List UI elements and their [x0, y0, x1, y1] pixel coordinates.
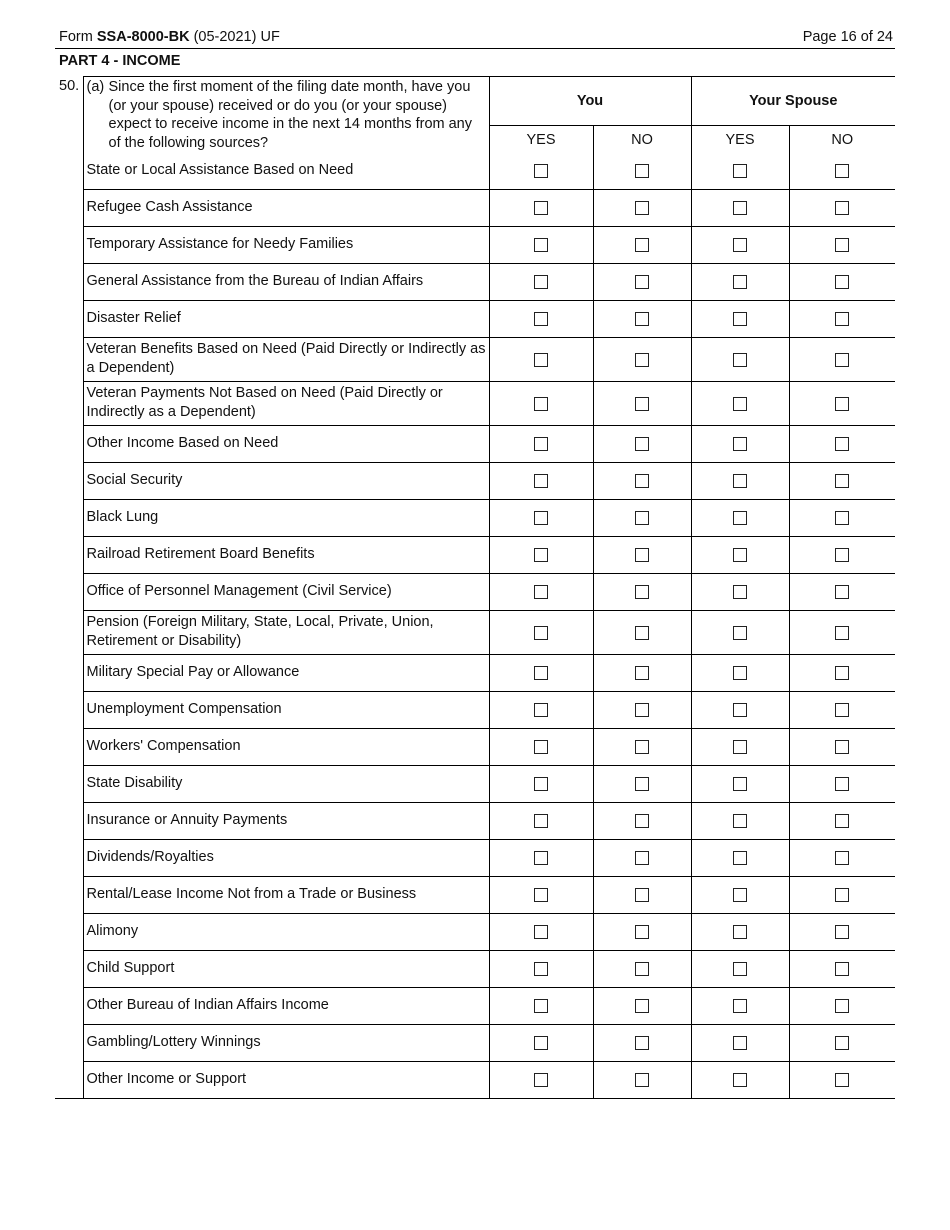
spouse-yes-checkbox-cell [691, 190, 789, 227]
spouse-no-checkbox[interactable] [835, 312, 849, 326]
table-row [55, 382, 895, 426]
you-yes-checkbox-cell [489, 951, 593, 988]
spouse-no-checkbox-cell [789, 264, 895, 301]
spouse-yes-checkbox-cell [691, 426, 789, 463]
spouse-no-checkbox-cell [789, 1025, 895, 1062]
income-source-label: State or Local Assistance Based on Need [83, 153, 489, 190]
income-source-label: Dividends/Royalties [83, 840, 489, 877]
row-spacer [55, 877, 83, 914]
income-source-label: Gambling/Lottery Winnings [83, 1025, 489, 1062]
table-row [55, 655, 895, 692]
you-yes-checkbox-cell [489, 382, 593, 426]
spouse-yes-checkbox[interactable] [733, 312, 747, 326]
you-no-checkbox[interactable] [635, 1036, 649, 1050]
you-yes-checkbox-cell [489, 500, 593, 537]
spouse-no-checkbox[interactable] [835, 1073, 849, 1087]
row-spacer [55, 803, 83, 840]
spouse-no-checkbox[interactable] [835, 851, 849, 865]
you-yes-checkbox[interactable] [534, 626, 548, 640]
you-yes-checkbox-cell [489, 301, 593, 338]
spouse-yes-checkbox[interactable] [733, 962, 747, 976]
spouse-yes-checkbox-cell [691, 1025, 789, 1062]
spouse-no-checkbox[interactable] [835, 962, 849, 976]
spouse-yes-checkbox-cell [691, 301, 789, 338]
spouse-yes-checkbox-cell [691, 692, 789, 729]
you-no-checkbox-cell [593, 1062, 691, 1099]
row-spacer [55, 463, 83, 500]
table-row [55, 426, 895, 463]
you-no-checkbox-cell [593, 153, 691, 190]
you-no-checkbox-cell [593, 537, 691, 574]
you-yes-checkbox-cell [489, 264, 593, 301]
spouse-no-checkbox[interactable] [835, 814, 849, 828]
spouse-yes-checkbox[interactable] [733, 548, 747, 562]
spouse-yes-checkbox[interactable] [733, 814, 747, 828]
spouse-no-checkbox[interactable] [835, 888, 849, 902]
spouse-yes-checkbox-cell [691, 537, 789, 574]
spouse-yes-checkbox-cell [691, 988, 789, 1025]
you-yes-checkbox-cell [489, 840, 593, 877]
you-no-checkbox-cell [593, 463, 691, 500]
you-column-header: You [489, 77, 691, 126]
you-yes-checkbox-cell [489, 537, 593, 574]
you-no-checkbox[interactable] [635, 777, 649, 791]
row-spacer [55, 914, 83, 951]
spouse-no-checkbox[interactable] [835, 238, 849, 252]
row-spacer [55, 227, 83, 264]
you-no-checkbox-cell [593, 301, 691, 338]
row-spacer [55, 190, 83, 227]
you-yes-checkbox-cell [489, 463, 593, 500]
spouse-no-checkbox-cell [789, 301, 895, 338]
you-no-checkbox[interactable] [635, 851, 649, 865]
row-spacer [55, 611, 83, 655]
table-row [55, 1062, 895, 1099]
spouse-no-checkbox[interactable] [835, 703, 849, 717]
you-no-checkbox-cell [593, 988, 691, 1025]
spouse-yes-checkbox[interactable] [733, 397, 747, 411]
part-title: PART 4 - INCOME [59, 53, 181, 69]
question-number-cell [55, 77, 83, 154]
you-no-checkbox[interactable] [635, 548, 649, 562]
you-yes-checkbox[interactable] [534, 548, 548, 562]
you-no-checkbox[interactable] [635, 312, 649, 326]
table-row [55, 190, 895, 227]
table-row [55, 500, 895, 537]
you-yes-checkbox[interactable] [534, 585, 548, 599]
table-row [55, 463, 895, 500]
spouse-yes-checkbox-cell [691, 338, 789, 382]
you-yes-checkbox[interactable] [534, 164, 548, 178]
income-source-label: Railroad Retirement Board Benefits [83, 537, 489, 574]
spouse-yes-checkbox[interactable] [733, 437, 747, 451]
income-source-label: Disaster Relief [83, 301, 489, 338]
spouse-no-checkbox[interactable] [835, 201, 849, 215]
you-yes-checkbox[interactable] [534, 962, 548, 976]
row-spacer [55, 766, 83, 803]
spouse-no-checkbox[interactable] [835, 164, 849, 178]
spouse-no-checkbox-cell [789, 951, 895, 988]
you-no-checkbox[interactable] [635, 1073, 649, 1087]
you-yes-checkbox[interactable] [534, 666, 548, 680]
spouse-column-header: Your Spouse [691, 77, 895, 126]
you-yes-checkbox[interactable] [534, 999, 548, 1013]
you-no-checkbox-cell [593, 803, 691, 840]
you-yes-checkbox-cell [489, 877, 593, 914]
you-yes-checkbox-cell [489, 227, 593, 264]
you-no-checkbox-cell [593, 426, 691, 463]
spouse-yes-checkbox[interactable] [733, 275, 747, 289]
row-spacer [55, 1062, 83, 1099]
you-yes-checkbox-cell [489, 190, 593, 227]
you-yes-checkbox[interactable] [534, 353, 548, 367]
you-no-checkbox-cell [593, 227, 691, 264]
you-no-checkbox[interactable] [635, 888, 649, 902]
table-row [55, 1025, 895, 1062]
spouse-no-checkbox[interactable] [835, 437, 849, 451]
row-spacer [55, 574, 83, 611]
row-spacer [55, 655, 83, 692]
you-no-header: NO [593, 126, 691, 154]
spouse-no-checkbox[interactable] [835, 397, 849, 411]
you-no-checkbox-cell [593, 1025, 691, 1062]
row-spacer [55, 692, 83, 729]
you-yes-checkbox-cell [489, 574, 593, 611]
income-source-label: Child Support [83, 951, 489, 988]
spouse-yes-checkbox-cell [691, 611, 789, 655]
spouse-yes-checkbox[interactable] [733, 474, 747, 488]
you-yes-checkbox[interactable] [534, 1036, 548, 1050]
you-no-checkbox-cell [593, 655, 691, 692]
you-no-checkbox[interactable] [635, 585, 649, 599]
row-spacer [55, 382, 83, 426]
table-row [55, 803, 895, 840]
you-no-checkbox-cell [593, 914, 691, 951]
table-row [55, 537, 895, 574]
spouse-yes-checkbox-cell [691, 153, 789, 190]
spouse-no-checkbox[interactable] [835, 511, 849, 525]
spouse-yes-checkbox-cell [691, 655, 789, 692]
spouse-no-checkbox-cell [789, 840, 895, 877]
spouse-yes-checkbox[interactable] [733, 740, 747, 754]
you-yes-checkbox[interactable] [534, 1073, 548, 1087]
table-row [55, 840, 895, 877]
you-yes-checkbox[interactable] [534, 740, 548, 754]
you-no-checkbox-cell [593, 264, 691, 301]
spouse-yes-checkbox[interactable] [733, 1073, 747, 1087]
spouse-yes-checkbox[interactable] [733, 888, 747, 902]
spouse-no-checkbox-cell [789, 611, 895, 655]
you-no-checkbox[interactable] [635, 962, 649, 976]
income-source-label: Other Income or Support [83, 1062, 489, 1099]
income-source-label: Alimony [83, 914, 489, 951]
spouse-no-checkbox[interactable] [835, 777, 849, 791]
income-source-label: Unemployment Compensation [83, 692, 489, 729]
spouse-no-checkbox-cell [789, 382, 895, 426]
income-source-label: Insurance or Annuity Payments [83, 803, 489, 840]
table-row [55, 153, 895, 190]
you-yes-checkbox[interactable] [534, 511, 548, 525]
you-no-checkbox-cell [593, 500, 691, 537]
you-yes-checkbox[interactable] [534, 474, 548, 488]
you-yes-checkbox[interactable] [534, 925, 548, 939]
spouse-yes-checkbox[interactable] [733, 666, 747, 680]
spouse-no-checkbox-cell [789, 914, 895, 951]
row-spacer [55, 951, 83, 988]
spouse-yes-checkbox-cell [691, 574, 789, 611]
spouse-yes-checkbox[interactable] [733, 925, 747, 939]
table-row [55, 729, 895, 766]
spouse-no-checkbox-cell [789, 338, 895, 382]
you-no-checkbox[interactable] [635, 925, 649, 939]
spouse-no-checkbox-cell [789, 692, 895, 729]
you-no-checkbox[interactable] [635, 999, 649, 1013]
table-row [55, 914, 895, 951]
you-no-checkbox-cell [593, 382, 691, 426]
income-source-label: Veteran Benefits Based on Need (Paid Directly or Indirectly as a Dependent) [83, 338, 489, 382]
table-row [55, 574, 895, 611]
spouse-yes-checkbox-cell [691, 227, 789, 264]
spouse-yes-checkbox-cell [691, 500, 789, 537]
spouse-no-checkbox-cell [789, 153, 895, 190]
you-yes-checkbox[interactable] [534, 275, 548, 289]
you-no-checkbox[interactable] [635, 238, 649, 252]
you-yes-checkbox-cell [489, 655, 593, 692]
you-yes-checkbox[interactable] [534, 397, 548, 411]
table-row [55, 338, 895, 382]
row-spacer [55, 840, 83, 877]
you-yes-checkbox[interactable] [534, 777, 548, 791]
spouse-no-checkbox-cell [789, 1062, 895, 1099]
table-row [55, 951, 895, 988]
spouse-yes-checkbox[interactable] [733, 585, 747, 599]
you-yes-checkbox-cell [489, 611, 593, 655]
you-no-checkbox-cell [593, 951, 691, 988]
spouse-no-checkbox[interactable] [835, 474, 849, 488]
spouse-yes-checkbox-cell [691, 840, 789, 877]
row-spacer [55, 537, 83, 574]
spouse-no-header: NO [789, 126, 895, 154]
income-source-label: Other Income Based on Need [83, 426, 489, 463]
row-spacer [55, 1025, 83, 1062]
spouse-no-checkbox-cell [789, 500, 895, 537]
spouse-no-checkbox-cell [789, 463, 895, 500]
you-no-checkbox[interactable] [635, 511, 649, 525]
table-row [55, 611, 895, 655]
spouse-no-checkbox-cell [789, 988, 895, 1025]
row-spacer [55, 988, 83, 1025]
you-no-checkbox[interactable] [635, 740, 649, 754]
spouse-no-checkbox[interactable] [835, 1036, 849, 1050]
you-no-checkbox-cell [593, 574, 691, 611]
you-no-checkbox[interactable] [635, 275, 649, 289]
row-spacer [55, 153, 83, 190]
spouse-yes-checkbox[interactable] [733, 238, 747, 252]
you-no-checkbox-cell [593, 338, 691, 382]
income-source-label: Refugee Cash Assistance [83, 190, 489, 227]
income-sources-table [55, 76, 895, 1099]
spouse-no-checkbox[interactable] [835, 740, 849, 754]
spouse-yes-checkbox-cell [691, 877, 789, 914]
spouse-no-checkbox[interactable] [835, 353, 849, 367]
spouse-no-checkbox-cell [789, 655, 895, 692]
table-row [55, 692, 895, 729]
income-source-label: Other Bureau of Indian Affairs Income [83, 988, 489, 1025]
income-source-label: General Assistance from the Bureau of Indian Affairs [83, 264, 489, 301]
you-yes-checkbox-cell [489, 1062, 593, 1099]
spouse-yes-checkbox-cell [691, 1062, 789, 1099]
you-yes-checkbox[interactable] [534, 703, 548, 717]
you-yes-checkbox[interactable] [534, 201, 548, 215]
income-source-label: Military Special Pay or Allowance [83, 655, 489, 692]
you-no-checkbox[interactable] [635, 397, 649, 411]
question-cell [83, 77, 489, 154]
page-number: Page 16 of 24 [802, 29, 893, 45]
question-text: Since the first moment of the filing date month, have you (or your spouse) received or do you (or your spouse) expect to receive income in the next 14 months from any of the following sources? [108, 79, 472, 151]
you-yes-checkbox-cell [489, 426, 593, 463]
you-no-checkbox[interactable] [635, 814, 649, 828]
income-source-label: Office of Personnel Management (Civil Service) [83, 574, 489, 611]
you-no-checkbox[interactable] [635, 201, 649, 215]
spouse-no-checkbox-cell [789, 766, 895, 803]
form-identifier: Form SSA-8000-BK (05-2021) UF [59, 29, 280, 45]
you-no-checkbox[interactable] [635, 437, 649, 451]
you-yes-checkbox-cell [489, 692, 593, 729]
spouse-yes-checkbox[interactable] [733, 353, 747, 367]
spouse-no-checkbox-cell [789, 537, 895, 574]
income-source-label: Rental/Lease Income Not from a Trade or Business [83, 877, 489, 914]
you-yes-checkbox-cell [489, 153, 593, 190]
row-spacer [55, 729, 83, 766]
row-spacer [55, 338, 83, 382]
spouse-yes-checkbox-cell [691, 766, 789, 803]
you-yes-checkbox-cell [489, 803, 593, 840]
you-yes-checkbox-cell [489, 338, 593, 382]
spouse-yes-checkbox[interactable] [733, 626, 747, 640]
spouse-yes-checkbox-cell [691, 951, 789, 988]
row-spacer [55, 301, 83, 338]
row-spacer [55, 500, 83, 537]
income-source-label: State Disability [83, 766, 489, 803]
you-yes-checkbox-cell [489, 1025, 593, 1062]
question-label: (a) [86, 79, 105, 95]
spouse-yes-checkbox-cell [691, 463, 789, 500]
income-source-label: Black Lung [83, 500, 489, 537]
you-yes-checkbox[interactable] [534, 851, 548, 865]
spouse-no-checkbox-cell [789, 729, 895, 766]
you-no-checkbox[interactable] [635, 626, 649, 640]
form-header [55, 28, 895, 49]
spouse-no-checkbox[interactable] [835, 999, 849, 1013]
you-no-checkbox[interactable] [635, 666, 649, 680]
table-row [55, 264, 895, 301]
spouse-yes-checkbox-cell [691, 264, 789, 301]
spouse-no-checkbox-cell [789, 877, 895, 914]
you-no-checkbox-cell [593, 692, 691, 729]
spouse-no-checkbox-cell [789, 190, 895, 227]
spouse-yes-header: YES [691, 126, 789, 154]
you-yes-checkbox[interactable] [534, 437, 548, 451]
income-source-label: Workers' Compensation [83, 729, 489, 766]
spouse-yes-checkbox[interactable] [733, 511, 747, 525]
table-row [55, 877, 895, 914]
you-yes-checkbox-cell [489, 766, 593, 803]
you-yes-checkbox-cell [489, 914, 593, 951]
form-id: SSA-8000-BK [96, 29, 190, 45]
spouse-yes-checkbox-cell [691, 803, 789, 840]
table-row [55, 766, 895, 803]
you-no-checkbox-cell [593, 766, 691, 803]
spouse-no-checkbox[interactable] [835, 585, 849, 599]
spouse-yes-checkbox[interactable] [733, 1036, 747, 1050]
spouse-yes-checkbox[interactable] [733, 999, 747, 1013]
you-no-checkbox[interactable] [635, 164, 649, 178]
spouse-no-checkbox[interactable] [835, 666, 849, 680]
you-no-checkbox-cell [593, 877, 691, 914]
you-no-checkbox-cell [593, 840, 691, 877]
income-source-label: Social Security [83, 463, 489, 500]
income-source-label: Veteran Payments Not Based on Need (Paid Directly or Indirectly as a Dependent) [83, 382, 489, 426]
income-source-label: Temporary Assistance for Needy Families [83, 227, 489, 264]
spouse-yes-checkbox[interactable] [733, 164, 747, 178]
spouse-no-checkbox[interactable] [835, 925, 849, 939]
you-no-checkbox-cell [593, 611, 691, 655]
table-row [55, 227, 895, 264]
spouse-no-checkbox[interactable] [835, 548, 849, 562]
table-row [55, 988, 895, 1025]
spouse-yes-checkbox[interactable] [733, 777, 747, 791]
you-no-checkbox-cell [593, 190, 691, 227]
row-spacer [55, 264, 83, 301]
you-yes-checkbox[interactable] [534, 312, 548, 326]
row-spacer [55, 426, 83, 463]
spouse-no-checkbox-cell [789, 803, 895, 840]
income-source-label: Pension (Foreign Military, State, Local, Private, Union, Retirement or Disability) [83, 611, 489, 655]
you-no-checkbox[interactable] [635, 353, 649, 367]
you-no-checkbox-cell [593, 729, 691, 766]
spouse-no-checkbox[interactable] [835, 275, 849, 289]
spouse-no-checkbox-cell [789, 574, 895, 611]
you-yes-checkbox[interactable] [534, 238, 548, 252]
spouse-no-checkbox-cell [789, 227, 895, 264]
you-yes-checkbox[interactable] [534, 888, 548, 902]
spouse-yes-checkbox[interactable] [733, 703, 747, 717]
spouse-yes-checkbox-cell [691, 382, 789, 426]
you-yes-checkbox[interactable] [534, 814, 548, 828]
spouse-yes-checkbox[interactable] [733, 851, 747, 865]
spouse-yes-checkbox-cell [691, 729, 789, 766]
you-yes-header: YES [489, 126, 593, 154]
table-row [55, 301, 895, 338]
you-yes-checkbox-cell [489, 729, 593, 766]
you-no-checkbox[interactable] [635, 474, 649, 488]
question-number: 50. [59, 77, 80, 94]
you-yes-checkbox-cell [489, 988, 593, 1025]
you-no-checkbox[interactable] [635, 703, 649, 717]
spouse-no-checkbox-cell [789, 426, 895, 463]
spouse-yes-checkbox-cell [691, 914, 789, 951]
spouse-yes-checkbox[interactable] [733, 201, 747, 215]
spouse-no-checkbox[interactable] [835, 626, 849, 640]
